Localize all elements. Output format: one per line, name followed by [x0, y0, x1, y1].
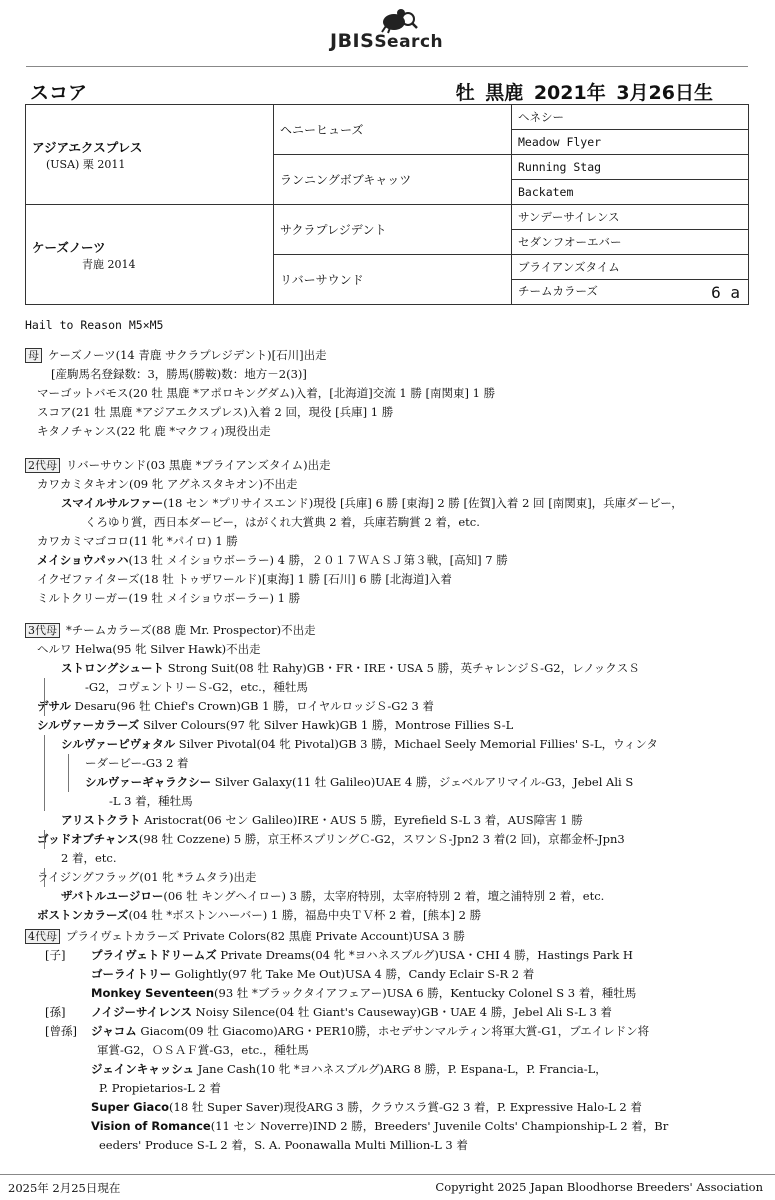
- list-item-text: (13 牡 メイショウボーラー) 4 勝，２０１７ＷＡＳＪ第３戦，[高知] 7 勝: [128, 553, 508, 567]
- list-item-text: Silver Colours(97 牝 Silver Hawk)GB 1 勝，Montrose Fillies S-L: [139, 718, 514, 732]
- list-item: カワカミマゴコロ(11 牝 *パイロ) 1 勝: [37, 534, 238, 548]
- third-dam-line: *チームカラーズ(88 鹿 Mr. Prospector)不出走: [66, 623, 316, 637]
- list-item: [25, 830, 658, 849]
- horse-link[interactable]: メイショウパッハ: [37, 553, 129, 567]
- list-item-text: Giacom(09 牡 Giacomo)ARG・PER10勝，ホセデサンマルティン将軍大賞-G1，ブエイレドン将: [136, 1024, 650, 1038]
- list-item: ヘルワ Helwa(95 牝 Silver Hawk)不出走: [37, 642, 261, 656]
- tree-line: [44, 678, 45, 716]
- sire-dam-sire[interactable]: Running Stag: [512, 155, 749, 180]
- horse-link[interactable]: ジャコム: [91, 1024, 137, 1038]
- horse-link[interactable]: シルヴァーピヴォタル: [61, 737, 176, 751]
- offspring-row: スコア(21 牡 黒鹿 *アジアエクスプレス)入着 2 回，現役 [兵庫] 1 勝: [37, 405, 394, 419]
- list-item: 2 着，etc.: [61, 851, 117, 865]
- list-item: [25, 1022, 668, 1041]
- list-item: [25, 716, 658, 735]
- fourth-dam-line: プライヴェトカラーズ Private Colors(82 黒鹿 Private Account)USA 3 勝: [66, 929, 465, 943]
- list-item-text: (04 牡 *ボストンハーバー) 1 勝，福島中央ＴＶ杯 2 着，[熊本] 2 勝: [128, 908, 482, 922]
- inbreeding-cross: Hail to Reason M5×M5: [25, 318, 164, 332]
- list-item: [25, 551, 683, 570]
- list-item-text: Private Dreams(04 牝 *ヨハネスブルグ)USA・CHI 4 勝，Hastings Park H: [216, 948, 633, 962]
- second-dam-section: [25, 456, 683, 608]
- list-item-text: Noisy Silence(04 牡 Giant's Causeway)GB・UAE 4 勝，Jebel Ali S-L 3 着: [192, 1005, 612, 1019]
- horse-link[interactable]: ジェインキャッシュ: [91, 1062, 195, 1076]
- list-item: ライジングフラッグ(01 牝 *ラムタラ)出走: [37, 870, 257, 884]
- list-item-text: Golightly(97 牝 Take Me Out)USA 4 勝，Candy Eclair S-R 2 着: [171, 967, 535, 981]
- dam-sire[interactable]: サクラプレジデント: [274, 205, 512, 255]
- dam-detail: 青鹿 2014: [82, 257, 136, 271]
- list-item: P. Propietarios-L 2 着: [99, 1081, 221, 1095]
- footer-divider: [0, 1174, 775, 1175]
- tree-line: [44, 868, 45, 887]
- dam-name[interactable]: ケーズノーツ: [32, 239, 106, 255]
- list-item: イクゼファイターズ(18 牡 トゥザワールド)[東海] 1 勝 [石川] 6 勝 [北海道]入着: [37, 572, 452, 586]
- footer-copyright: Copyright 2025 Japan Bloodhorse Breeders' Association: [435, 1180, 763, 1194]
- list-item-text: Silver Galaxy(11 牡 Galileo)UAE 4 勝，ジェベルアリマイル-G3，Jebel Ali S: [211, 775, 634, 789]
- tree-line: [44, 830, 45, 849]
- relation-label: [孫]: [45, 1005, 66, 1019]
- horse-link[interactable]: シルヴァーギャラクシー: [85, 775, 212, 789]
- list-item-text: (06 牡 キングヘイロー) 3 勝，太宰府特別，太宰府特別 2 着，壇之浦特別 2 着，etc.: [163, 889, 605, 903]
- list-item: [25, 494, 683, 513]
- list-item-text: (18 セン *プリサイスエンド)現役 [兵庫] 6 勝 [東海] 2 勝 [佐賀]入着 2 回 [南関東]，兵庫ダービー，: [163, 496, 683, 510]
- list-item-text: (18 牡 Super Saver)現役ARG 3 勝，クラウスラ賞-G2 3 着，P. Expressive Halo-L 2 着: [169, 1100, 642, 1114]
- horse-link[interactable]: デサル: [37, 699, 71, 713]
- list-item: [25, 965, 668, 984]
- pedigree-table: [25, 104, 749, 305]
- list-item: カワカミタキオン(09 牝 アグネスタキオン)不出走: [37, 477, 298, 491]
- dam-dam[interactable]: リバーサウンド: [274, 255, 512, 305]
- list-item-text: (93 牡 *ブラックタイアフェアー)USA 6 勝，Kentucky Colonel S 3 着，種牡馬: [214, 986, 637, 1000]
- list-item-text: Silver Pivotal(04 牝 Pivotal)GB 3 勝，Michael Seely Memorial Fillies' S-L，ウィンタ: [175, 737, 658, 751]
- third-dam-section: [25, 621, 658, 925]
- list-item: [25, 1060, 668, 1079]
- horse-link[interactable]: ゴッドオブチャンス: [37, 832, 139, 846]
- dam-dam-sire[interactable]: ブライアンズタイム: [512, 255, 749, 280]
- fourth-dam-tag: 4代母: [25, 929, 60, 944]
- third-dam-tag: 3代母: [25, 623, 60, 638]
- list-item-text: (11 セン Noverre)IND 2 勝，Breeders' Juvenile Colts' Championship-L 2 着，Br: [210, 1119, 669, 1133]
- list-item: [25, 697, 658, 716]
- family-number: 6 a: [711, 282, 740, 302]
- list-item: [25, 887, 658, 906]
- horse-link[interactable]: スマイルサルファー: [61, 496, 164, 510]
- list-item: -G2，コヴェントリーＳ-G2，etc.，種牡馬: [85, 680, 308, 694]
- offspring-row: キタノチャンス(22 牝 鹿 *マクフィ)現役出走: [37, 424, 271, 438]
- horse-link[interactable]: Super Giaco: [91, 1100, 170, 1114]
- dam-sire-sire[interactable]: サンデーサイレンス: [512, 205, 749, 230]
- dam-stats: [産駒馬名登録数：3，勝馬(勝鞍)数：地方－2(3)]: [51, 367, 307, 381]
- horse-link[interactable]: アリストクラト: [61, 813, 141, 827]
- list-item: [25, 811, 658, 830]
- sire-detail: (USA) 栗 2011: [46, 157, 126, 171]
- sire-sire-dam[interactable]: Meadow Flyer: [512, 130, 749, 155]
- fourth-dam-section: [25, 927, 668, 1155]
- logo-text: JBISSearch: [330, 30, 444, 52]
- sire-sire[interactable]: ヘニーヒューズ: [274, 105, 512, 155]
- relation-label: [曾孫]: [45, 1024, 77, 1038]
- list-item: [25, 735, 658, 754]
- sire-cell: [26, 105, 274, 205]
- top-divider: [26, 66, 748, 67]
- horse-link[interactable]: ストロングシュート: [61, 661, 165, 675]
- list-item: [25, 906, 658, 925]
- list-item: ミルトクリーガー(19 牡 メイショウボーラー) 1 勝: [37, 591, 301, 605]
- dam-cell: [26, 205, 274, 305]
- horse-link[interactable]: プライヴェトドリームズ: [91, 948, 217, 962]
- dam-line: ケーズノーツ(14 青鹿 サクラプレジデント)[石川]出走: [48, 348, 327, 362]
- horse-link[interactable]: ノイジーサイレンス: [91, 1005, 193, 1019]
- list-item: [25, 659, 658, 678]
- offspring-row: マーゴットバモス(20 牡 黒鹿 *アポロキングダム)入着，[北海道]交流 1 勝 [南関東] 1 勝: [37, 386, 496, 400]
- list-item: くろゆり賞，西日本ダービー，はがくれ大賞典 2 着，兵庫若駒賞 2 着，etc.: [85, 515, 480, 529]
- dam-tag: 母: [25, 348, 42, 363]
- horse-link[interactable]: ボストンカラーズ: [37, 908, 129, 922]
- sire-sire-sire[interactable]: ヘネシー: [512, 105, 749, 130]
- footer-date: 2025年 2月25日現在: [8, 1181, 121, 1195]
- list-item-text: (98 牡 Cozzene) 5 勝，京王杯スプリングＣ-G2，スワンＳ-Jpn2 3 着(2 回)，京都金杯-Jpn3: [138, 832, 625, 846]
- list-item: [25, 984, 668, 1003]
- list-item: [25, 1098, 668, 1117]
- tree-line: [68, 754, 69, 792]
- sire-dam-dam[interactable]: Backatem: [512, 180, 749, 205]
- list-item: eeders' Produce S-L 2 着，S. A. Poonawalla Multi Million-L 3 着: [99, 1138, 468, 1152]
- horse-link[interactable]: ザバトルユージロー: [61, 889, 164, 903]
- dam-dam-dam: [512, 280, 749, 305]
- list-item: 軍賞-G2，ＯＳＡＦ賞-G3，etc.，種牡馬: [97, 1043, 309, 1057]
- second-dam-tag: 2代母: [25, 458, 60, 473]
- dam-sire-dam[interactable]: セダンフオーエバー: [512, 230, 749, 255]
- horse-link[interactable]: シルヴァーカラーズ: [37, 718, 140, 732]
- list-item: [25, 1003, 668, 1022]
- list-item: [25, 1117, 668, 1136]
- tree-line: [44, 735, 45, 811]
- dam-section: [25, 346, 495, 441]
- relation-label: [子]: [45, 948, 66, 962]
- list-item-text: Jane Cash(10 牝 *ヨハネスブルグ)ARG 8 勝，P. Espana-L，P. Francia-L，: [194, 1062, 607, 1076]
- list-item-text: Desaru(96 牡 Chief's Crown)GB 1 勝，ロイヤルロッジＳ-G2 3 着: [70, 699, 434, 713]
- dam-dam-dam-name[interactable]: チームカラーズ: [518, 283, 598, 298]
- list-item-text: Aristocrat(06 セン Galileo)IRE・AUS 5 勝，Eyrefield S-L 3 着，AUS障害 1 勝: [140, 813, 583, 827]
- horse-link[interactable]: ゴーライトリー: [91, 967, 172, 981]
- horse-link[interactable]: Monkey Seventeen: [91, 986, 215, 1000]
- list-item: ーダービー-G3 2 着: [85, 756, 189, 770]
- sire-dam[interactable]: ランニングボブキャッツ: [274, 155, 512, 205]
- sire-name[interactable]: アジアエクスプレス: [32, 139, 143, 155]
- horse-link[interactable]: Vision of Romance: [91, 1119, 211, 1133]
- horse-name: スコア: [30, 82, 88, 104]
- horse-info: 牡 黒鹿 2021年 3月26日生: [455, 82, 713, 104]
- second-dam-line: リバーサウンド(03 黒鹿 *ブライアンズタイム)出走: [66, 458, 331, 472]
- list-item-text: Strong Suit(08 牡 Rahy)GB・FR・IRE・USA 5 勝，英チャレンジＳ-G2，レノックスＳ: [164, 661, 640, 675]
- list-item: [25, 773, 658, 792]
- list-item: [25, 946, 668, 965]
- list-item: -L 3 着，種牡馬: [109, 794, 193, 808]
